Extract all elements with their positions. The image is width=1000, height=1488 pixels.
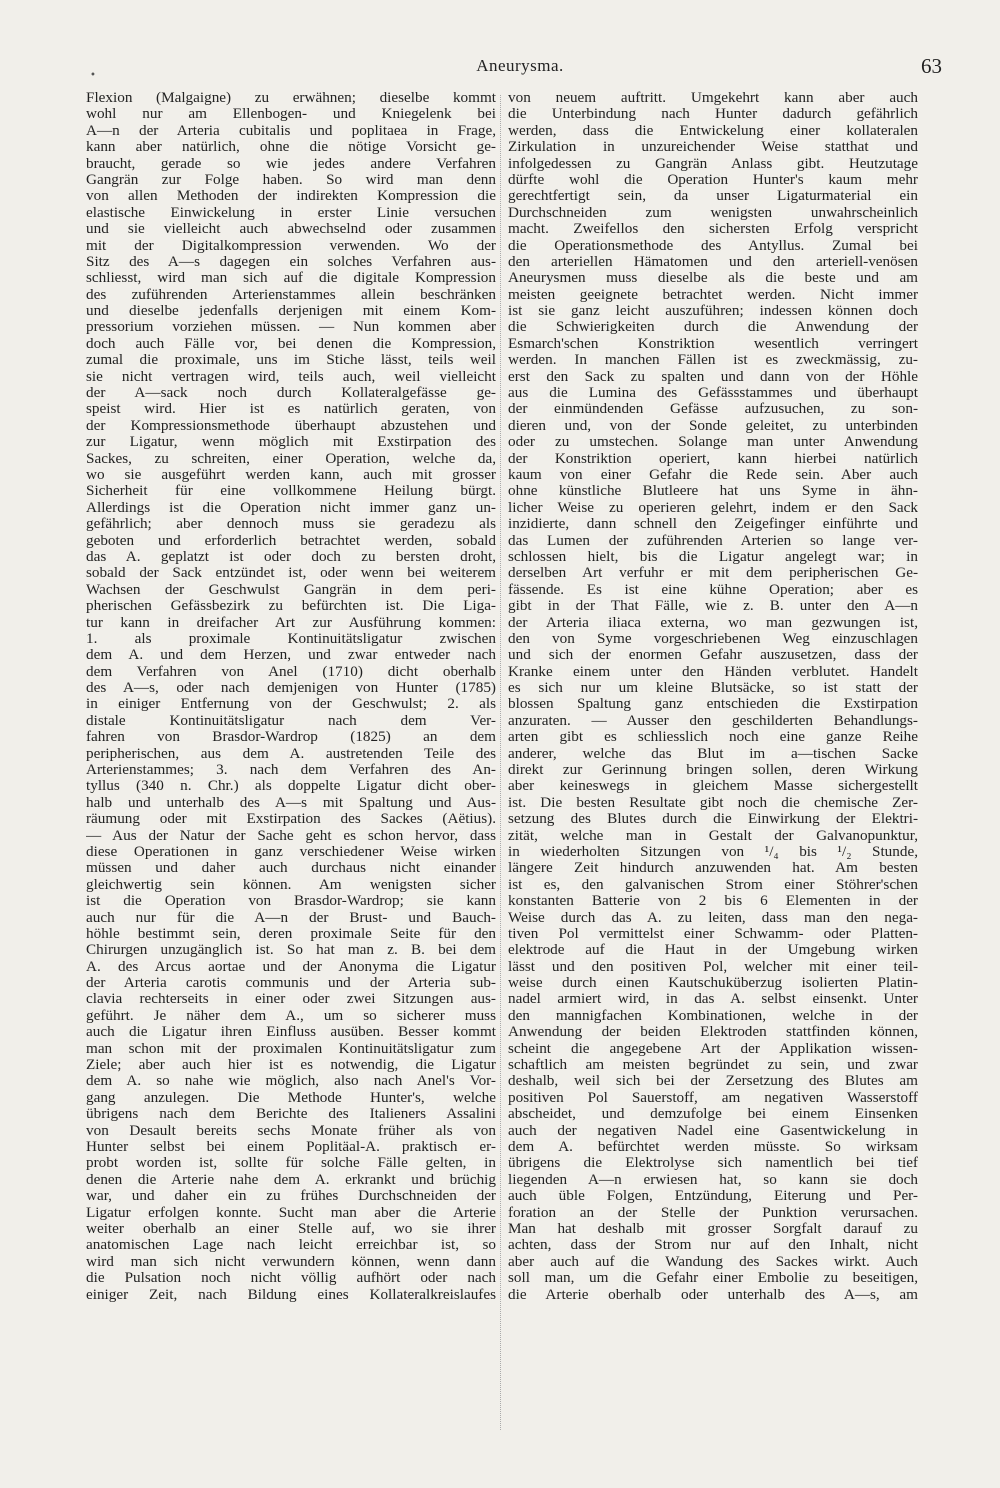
text-line: inzidierte, dann schnell den Zeigefinger einführte und bbox=[508, 516, 918, 533]
text-line: anatomischen Lage nach leicht erreichbar ist, so bbox=[86, 1237, 496, 1254]
text-line: positiven Pol Sauerstoff, am negativen Wasserstoff bbox=[508, 1089, 918, 1106]
text-line: gang anzulegen. Die Methode Hunter's, welche bbox=[86, 1089, 496, 1106]
text-line: oder zu umstechen. Solange man unter Anwendung bbox=[508, 434, 918, 451]
text-line: und sie vielleicht auch abwechselnd oder zusammen bbox=[86, 221, 496, 238]
text-line: erst den Sack zu spalten und dann von der Höhle bbox=[508, 368, 918, 385]
text-line: höhle bestimmt sein, deren proximale Seite für den bbox=[86, 925, 496, 942]
text-line: infolgedessen zu Gangrän Anlass gibt. Heutzutage bbox=[508, 155, 918, 172]
text-line: direkt zur Gerinnung bringen sollen, deren Wirkung bbox=[508, 762, 918, 779]
text-line: gerechtfertigt sein, da unser Ligaturmaterial ein bbox=[508, 188, 918, 205]
text-line: Sicherheit für eine vollkommene Heilung bürgt. bbox=[86, 483, 496, 500]
text-line: Sitz des A—s dagegen ein solches Verfahren aus- bbox=[86, 253, 496, 270]
text-line: den von Syme vorgeschriebenen Weg einzuschlagen bbox=[508, 630, 918, 647]
text-line: dürfte wohl die Operation Hunter's kaum mehr bbox=[508, 171, 918, 188]
text-line: halb und unterhalb des A—s mit Spaltung und Aus- bbox=[86, 794, 496, 811]
text-line: in wiederholten Sitzungen von ¹/₄ bis ¹/₂ Stunde, bbox=[508, 843, 918, 860]
text-line: nadel armiert wird, in das A. selbst einsenkt. Unter bbox=[508, 991, 918, 1008]
text-line: Anwendung der beiden Elektroden stattfinden können, bbox=[508, 1024, 918, 1041]
text-line: Man hat deshalb mit grosser Sorgfalt darauf zu bbox=[508, 1220, 918, 1237]
text-line: ohne künstliche Blutleere hat uns Syme in ähn- bbox=[508, 483, 918, 500]
text-line: wird man sich nicht verwundern können, wenn dann bbox=[86, 1253, 496, 1270]
text-line: auch die Ligatur ihren Einfluss ausüben. Besser kommt bbox=[86, 1024, 496, 1041]
text-line: ist sie ganz leicht auszuführen; indessen können doch bbox=[508, 303, 918, 320]
text-line: übrigens nach dem Berichte des Italieners Assalini bbox=[86, 1106, 496, 1123]
text-line: auch nur für die A—n der Brust- und Bauch- bbox=[86, 909, 496, 926]
text-line: Zirkulation in unzureichender Weise statthat und bbox=[508, 139, 918, 156]
text-line: tur kann in dreifacher Art zur Ausführung kommen: bbox=[86, 614, 496, 631]
text-line: blossen Spaltung ganz entschieden die Exstirpation bbox=[508, 696, 918, 713]
text-line: weiter oberhalb an einer Stelle auf, wo sie ihrer bbox=[86, 1220, 496, 1237]
text-line: diese Operationen in ganz verschiedener Weise wirken bbox=[86, 843, 496, 860]
text-line: fässende. Es ist eine kühne Operation; aber es bbox=[508, 581, 918, 598]
text-line: pressorium vorziehen müssen. — Nun kommen aber bbox=[86, 319, 496, 336]
text-line: macht. Zweifellos den sichersten Erfolg verspricht bbox=[508, 221, 918, 238]
text-line: gefährlich; aber dennoch muss sie geradezu als bbox=[86, 516, 496, 533]
text-line: — Aus der Natur der Sache geht es schon hervor, dass bbox=[86, 827, 496, 844]
text-line: die Schwierigkeiten durch die Anwendung der bbox=[508, 319, 918, 336]
text-line: einiger Zeit, nach Bildung eines Kollateralkreislaufes bbox=[86, 1286, 496, 1303]
text-line: und sich der enormen Gefahr auszusetzen, dass der bbox=[508, 647, 918, 664]
text-line: Weise durch das A. zu leiten, dass man den nega- bbox=[508, 909, 918, 926]
text-line: A—n der Arteria cubitalis und poplitaea in Frage, bbox=[86, 122, 496, 139]
text-line: in einiger Entfernung von der Geschwulst; 2. als bbox=[86, 696, 496, 713]
text-line: speist wird. Hier ist es natürlich geraten, von bbox=[86, 401, 496, 418]
text-line: Flexion (Malgaigne) zu erwähnen; dieselbe kommt bbox=[86, 90, 496, 106]
text-line: sie nicht vertragen wird, teils auch, weil vielleicht bbox=[86, 368, 496, 385]
text-line: von neuem auftritt. Umgekehrt kann aber auch bbox=[508, 90, 918, 106]
text-line: ist die Operation von Brasdor-Wardrop; sie kann bbox=[86, 893, 496, 910]
text-line: fahren von Brasdor-Wardrop (1825) an dem bbox=[86, 729, 496, 746]
text-line: denen die Arterie nahe dem A. erkrankt und brüchig bbox=[86, 1171, 496, 1188]
text-line: anzuraten. — Ausser den geschilderten Behandlungs- bbox=[508, 712, 918, 729]
text-line: abscheidet, und demzufolge bei einem Einsenken bbox=[508, 1106, 918, 1123]
text-line: des zuführenden Arterienstammes allein beschränken bbox=[86, 286, 496, 303]
text-line: arten gibt es schliesslich noch eine ganze Reihe bbox=[508, 729, 918, 746]
text-line: die Operationsmethode des Antyllus. Zumal bei bbox=[508, 237, 918, 254]
text-line: clavia rechterseits in einer oder zwei Sitzungen aus- bbox=[86, 991, 496, 1008]
text-line: achten, dass der Strom nur auf den Inhalt, nicht bbox=[508, 1237, 918, 1254]
text-line: die Unterbindung nach Hunter dadurch gefährlich bbox=[508, 106, 918, 123]
text-line: Wachsen der Geschwulst Gangrän in dem peri- bbox=[86, 581, 496, 598]
text-line: 1. als proximale Kontinuitätsligatur zwischen bbox=[86, 630, 496, 647]
text-line: die Pulsation noch nicht völlig aufhört oder nach bbox=[86, 1270, 496, 1287]
text-line: des A—s, oder nach demjenigen von Hunter (1785) bbox=[86, 680, 496, 697]
text-line: der Arteria iliaca externa, wo man gezwungen ist, bbox=[508, 614, 918, 631]
text-line: tiven Pol vermittelst einer Schwamm- oder Platten- bbox=[508, 925, 918, 942]
print-dot: • bbox=[90, 70, 96, 81]
text-line: aber auch auf die Wandung des Sackes wirkt. Auch bbox=[508, 1253, 918, 1270]
text-line: kaum von einer Gefahr die Rede sein. Aber auch bbox=[508, 466, 918, 483]
text-line: wo sie ausgeführt werden kann, auch mit grosser bbox=[86, 466, 496, 483]
text-line: von Desault bereits sechs Monate früher als von bbox=[86, 1122, 496, 1139]
text-line: dieren und, von der Sonde geleitet, zu unterbinden bbox=[508, 417, 918, 434]
text-line: mit der Digitalkompression verwenden. Wo der bbox=[86, 237, 496, 254]
right-text-column bbox=[508, 90, 918, 1303]
text-line: wohl nur am Ellenbogen- und Kniegelenk bei bbox=[86, 106, 496, 123]
text-line: schliesst, wird man sich auf die digitale Kompression bbox=[86, 270, 496, 287]
text-line: schaftlich am meisten begründet zu sein, und zwar bbox=[508, 1057, 918, 1074]
text-line: Ziele; aber auch hier ist es notwendig, die Ligatur bbox=[86, 1057, 496, 1074]
text-line: elektrode auf die Haut in der Umgebung wirken bbox=[508, 942, 918, 959]
text-line: elastische Einwickelung in erster Linie versuchen bbox=[86, 204, 496, 221]
text-line: lässt und den positiven Pol, welcher mit einer teil- bbox=[508, 958, 918, 975]
text-line: braucht, gerade so wie jedes andere Verfahren bbox=[86, 155, 496, 172]
text-line: gleichwertig sein können. Am wenigsten sicher bbox=[86, 876, 496, 893]
text-line: der Kompressionsmethode überhaupt abzustehen und bbox=[86, 417, 496, 434]
text-line: zumal die proximale, uns im Stiche lässt, teils weil bbox=[86, 352, 496, 369]
text-line: übrigens die Elektrolyse sich namentlich bei tief bbox=[508, 1155, 918, 1172]
text-line: schlossen hielt, bis die Ligatur angelegt war; in bbox=[508, 548, 918, 565]
text-line: dem Verfahren von Anel (1710) dicht oberhalb bbox=[86, 663, 496, 680]
text-line: räumung oder mit Exstirpation des Sackes (Aëtius). bbox=[86, 811, 496, 828]
text-line: auch der negativen Nadel eine Gasentwickelung in bbox=[508, 1122, 918, 1139]
text-line: den mannigfachen Kombinationen, welche in der bbox=[508, 1007, 918, 1024]
text-line: die Arterie oberhalb oder unterhalb des A—s, am bbox=[508, 1286, 918, 1303]
column-divider bbox=[500, 95, 501, 1430]
text-line: das A. geplatzt ist oder doch zu bersten droht, bbox=[86, 548, 496, 565]
text-line: man schon mit der proximalen Kontinuitätsligatur zum bbox=[86, 1040, 496, 1057]
text-line: pherischen Gefässbezirk zu befürchten ist. Die Liga- bbox=[86, 598, 496, 615]
text-line: foration an der Stelle der Punktion verursachen. bbox=[508, 1204, 918, 1221]
text-line: ist. Die besten Resultate gibt noch die chemische Zer- bbox=[508, 794, 918, 811]
text-line: gibt in der That Fälle, wie z. B. unter den A—n bbox=[508, 598, 918, 615]
text-line: Hunter selbst bei einem Poplitäal-A. praktisch er- bbox=[86, 1139, 496, 1155]
text-line: kann aber natürlich, ohne die nötige Vorsicht ge- bbox=[86, 139, 496, 156]
text-line: konstanten Batterie von 2 bis 6 Elementen in der bbox=[508, 893, 918, 910]
text-line: distale Kontinuitätsligatur nach dem Ver- bbox=[86, 712, 496, 729]
text-line: tyllus (340 n. Chr.) als doppelte Ligatur dicht ober- bbox=[86, 778, 496, 795]
text-line: und dieselbe jedenfalls derjenigen mit einem Kom- bbox=[86, 303, 496, 320]
text-line: von allen Methoden der indirekten Kompression die bbox=[86, 188, 496, 205]
text-line: Sackes, zu schreiten, einer Operation, welche da, bbox=[86, 450, 496, 467]
text-line: Allerdings ist die Operation nicht immer ganz un- bbox=[86, 499, 496, 516]
text-line: scheint die angegebene Art der Applikation wissen- bbox=[508, 1040, 918, 1057]
text-line: Kranke einem unter den Händen verblutet. Handelt bbox=[508, 663, 918, 680]
text-line: geführt. Je näher dem A., um so sicherer muss bbox=[86, 1007, 496, 1024]
text-line: aus die Lumina des Gefässstammes und überhaupt bbox=[508, 385, 918, 402]
text-line: Gangrän zur Folge haben. So wird man denn bbox=[86, 171, 496, 188]
text-line: auch üble Folgen, Entzündung, Eiterung und Per- bbox=[508, 1188, 918, 1205]
text-line: war, und daher ein zu frühes Durchschneiden der bbox=[86, 1188, 496, 1205]
text-line: der einmündenden Gefässe aufzusuchen, zu son- bbox=[508, 401, 918, 418]
text-line: Ligatur erfolgen konnte. Sucht man aber die Arterie bbox=[86, 1204, 496, 1221]
text-line: licher Weise zu operieren gelehrt, indem er den Sack bbox=[508, 499, 918, 516]
text-line: soll man, um die Gefahr einer Embolie zu beseitigen, bbox=[508, 1270, 918, 1287]
text-line: derselben Art verfuhr er mit dem peripherischen Ge- bbox=[508, 565, 918, 582]
text-line: liegenden A—n erwiesen hat, so kann sie doch bbox=[508, 1171, 918, 1188]
running-title: Aneurysma. bbox=[476, 56, 564, 75]
text-line: aber keineswegs in gleichem Masse sichergestellt bbox=[508, 778, 918, 795]
text-line: Aneurysmen muss dieselbe als die beste und am bbox=[508, 270, 918, 287]
text-line: werden, dass die Entwickelung einer kollateralen bbox=[508, 122, 918, 139]
text-line: dem A. befürchtet werden müsste. So wirksam bbox=[508, 1139, 918, 1155]
text-line: werden. In manchen Fällen ist es zweckmässig, zu- bbox=[508, 352, 918, 369]
text-line: das Lumen der zuführenden Arterien so lange ver- bbox=[508, 532, 918, 549]
text-line: längere Zeit hindurch anzuwenden hat. Am besten bbox=[508, 860, 918, 877]
text-line: der A—sack noch durch Kollateralgefässe ge- bbox=[86, 385, 496, 402]
text-line: peripherischen, aus dem A. austretenden Teile des bbox=[86, 745, 496, 762]
text-line: es sich nur um kleine Blutsäcke, so ist statt der bbox=[508, 680, 918, 697]
text-line: müssen und daher auch durchaus nicht einander bbox=[86, 860, 496, 877]
text-line: meisten geeignete betrachtet werden. Nicht immer bbox=[508, 286, 918, 303]
text-line: anderer, welche das Blut im a—tischen Sacke bbox=[508, 745, 918, 762]
text-line: weise durch einen Kautschuküberzug isolierten Platin- bbox=[508, 975, 918, 992]
text-line: Arterienstammes; 3. nach dem Verfahren des An- bbox=[86, 762, 496, 779]
text-line: A. des Arcus aortae und der Anonyma die Ligatur bbox=[86, 958, 496, 975]
text-line: zität, welche man in Gestalt der Galvanopunktur, bbox=[508, 827, 918, 844]
text-line: sobald der Sack entzündet ist, oder wenn bei weiterem bbox=[86, 565, 496, 582]
text-line: probt worden ist, sollte für solche Fälle gelten, in bbox=[86, 1155, 496, 1172]
text-line: ist es, den galvanischen Strom einer Stöhrer'schen bbox=[508, 876, 918, 893]
text-line: zur Ligatur, wenn möglich mit Exstirpation des bbox=[86, 434, 496, 451]
text-line: geboten und erforderlich betrachtet werden, sobald bbox=[86, 532, 496, 549]
text-line: der Arteria carotis communis und der Arteria sub- bbox=[86, 975, 496, 992]
page-number: 63 bbox=[921, 54, 942, 78]
text-line: doch auch Fälle vor, bei denen die Kompression, bbox=[86, 335, 496, 352]
text-line: dem A. so nahe wie möglich, also nach Anel's Vor- bbox=[86, 1073, 496, 1090]
text-line: den arteriellen Hämatomen und den arteriell-venösen bbox=[508, 253, 918, 270]
text-line: der Konstriktion operiert, kann hierbei natürlich bbox=[508, 450, 918, 467]
text-line: setzung des Blutes durch die Einwirkung der Elektri- bbox=[508, 811, 918, 828]
text-line: Esmarch'schen Konstriktion wesentlich verringert bbox=[508, 335, 918, 352]
text-line: Chirurgen unzugänglich ist. So hat man z. B. bei dem bbox=[86, 942, 496, 959]
running-head bbox=[0, 52, 1000, 82]
text-line: deshalb, weil sich bei der Zersetzung des Blutes am bbox=[508, 1073, 918, 1090]
text-line: dem A. und dem Herzen, und zwar entweder nach bbox=[86, 647, 496, 664]
left-text-column bbox=[86, 90, 496, 1303]
text-line: Durchschneiden zum wenigsten unwahrscheinlich bbox=[508, 204, 918, 221]
